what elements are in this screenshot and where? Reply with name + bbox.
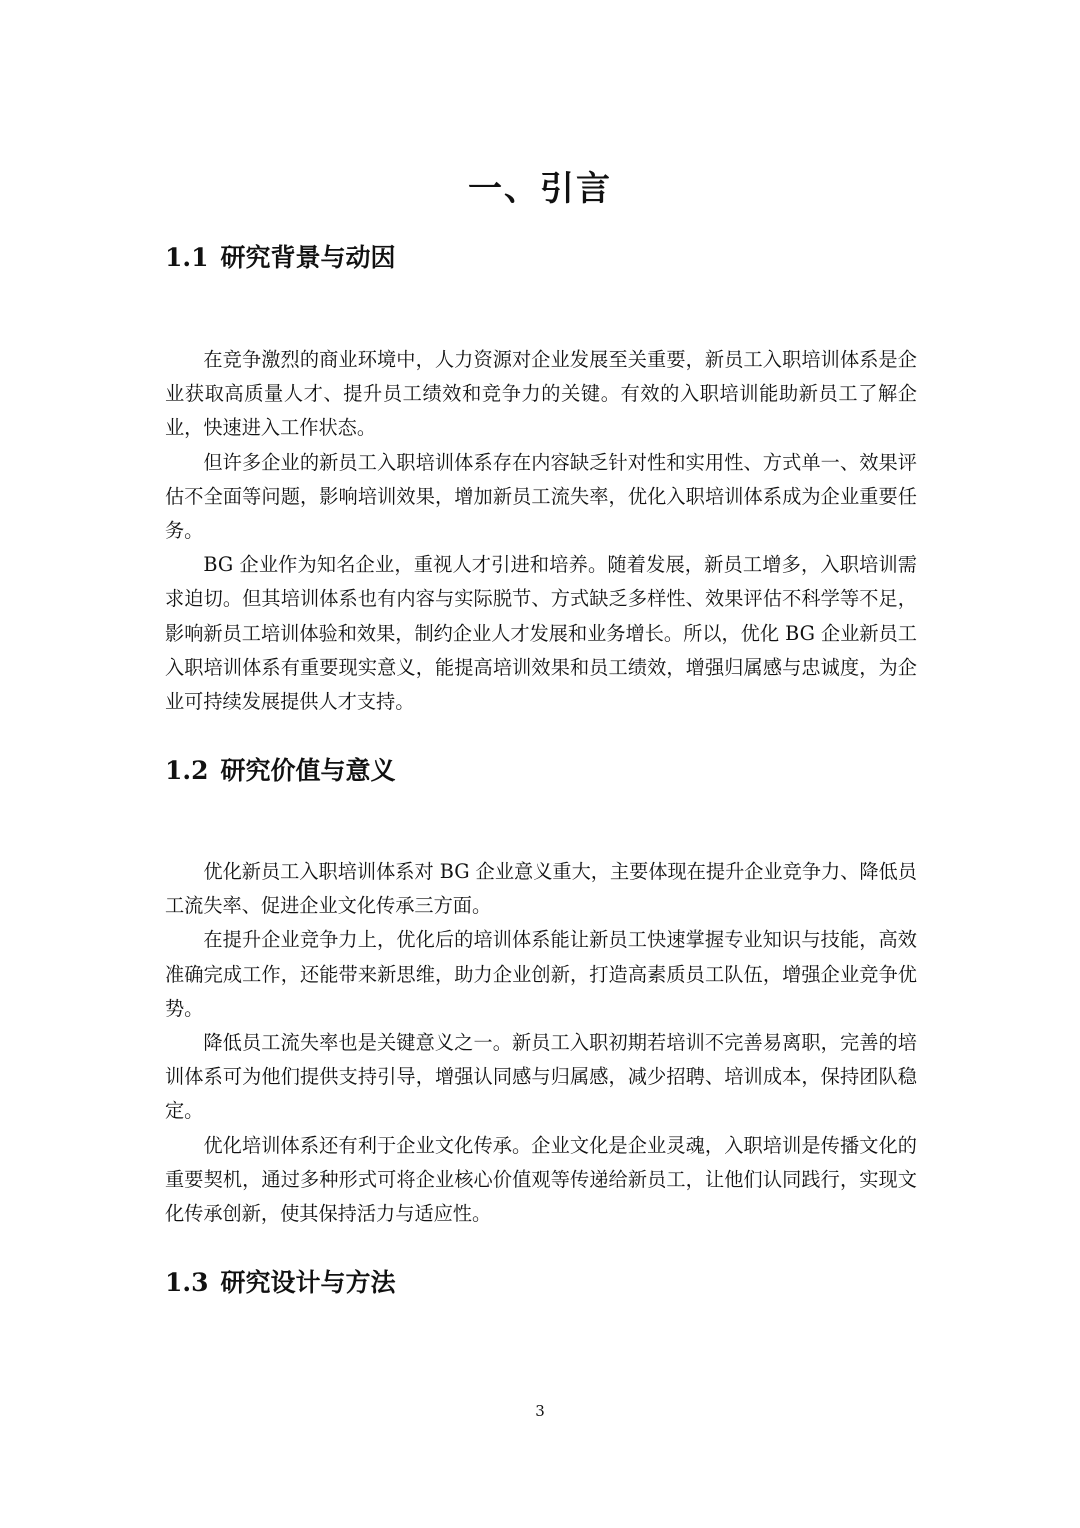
paragraph: 但许多企业的新员工入职培训体系存在内容缺乏针对性和实用性、方式单一、效果评估不全面等问题，影响培训效果，增加新员工流失率，优化入职培训体系成为企业重要任务。	[165, 450, 917, 543]
section-heading-1-3	[165, 1265, 396, 1301]
section-number: 1.3	[165, 1268, 209, 1297]
section-heading-1-1	[165, 240, 396, 276]
paragraph: 优化培训体系还有利于企业文化传承。企业文化是企业灵魂，入职培训是传播文化的重要契机，通过多种形式可将企业核心价值观等传递给新员工，让他们认同践行，实现文化传承创新，使其保持活力与适应性。	[165, 1133, 917, 1226]
section-title: 研究背景与动因	[220, 243, 396, 272]
section-body-1-1	[165, 343, 917, 719]
section-title: 研究价值与意义	[220, 756, 396, 785]
page-number: 3	[535, 1402, 545, 1420]
paragraph: 优化新员工入职培训体系对 BG 企业意义重大，主要体现在提升企业竞争力、降低员工流失率、促进企业文化传承三方面。	[165, 860, 917, 918]
paragraph: BG 企业作为知名企业，重视人才引进和培养。随着发展，新员工增多，入职培训需求迫切。但其培训体系也有内容与实际脱节、方式缺乏多样性、效果评估不科学等不足，影响新员工培训体验和效果，制约企业人才发展和业务增长。所以，优化 BG 企业新员工入职培训体系有重要现实意义，能提高培训效果和员工绩效，增强归属感与忠诚度，为企业可持续发展提供人才支持。	[165, 553, 917, 714]
paragraph: 降低员工流失率也是关键意义之一。新员工入职初期若培训不完善易离职，完善的培训体系可为他们提供支持引导，增强认同感与归属感，减少招聘、培训成本，保持团队稳定。	[165, 1031, 917, 1123]
section-number: 1.1	[165, 243, 209, 272]
section-body-1-2	[165, 855, 917, 1231]
paragraph: 在竞争激烈的商业环境中，人力资源对企业发展至关重要，新员工入职培训体系是企业获取高质量人才、提升员工绩效和竞争力的关键。有效的入职培训能助新员工了解企业，快速进入工作状态。	[165, 348, 917, 440]
section-heading-1-2	[165, 753, 396, 789]
section-title: 研究设计与方法	[220, 1268, 396, 1297]
chapter-title: 一、引言	[468, 168, 612, 209]
paragraph: 在提升企业竞争力上，优化后的培训体系能让新员工快速掌握专业知识与技能，高效准确完成工作，还能带来新思维，助力企业创新，打造高素质员工队伍，增强企业竞争优势。	[165, 928, 917, 1020]
section-number: 1.2	[165, 756, 209, 785]
